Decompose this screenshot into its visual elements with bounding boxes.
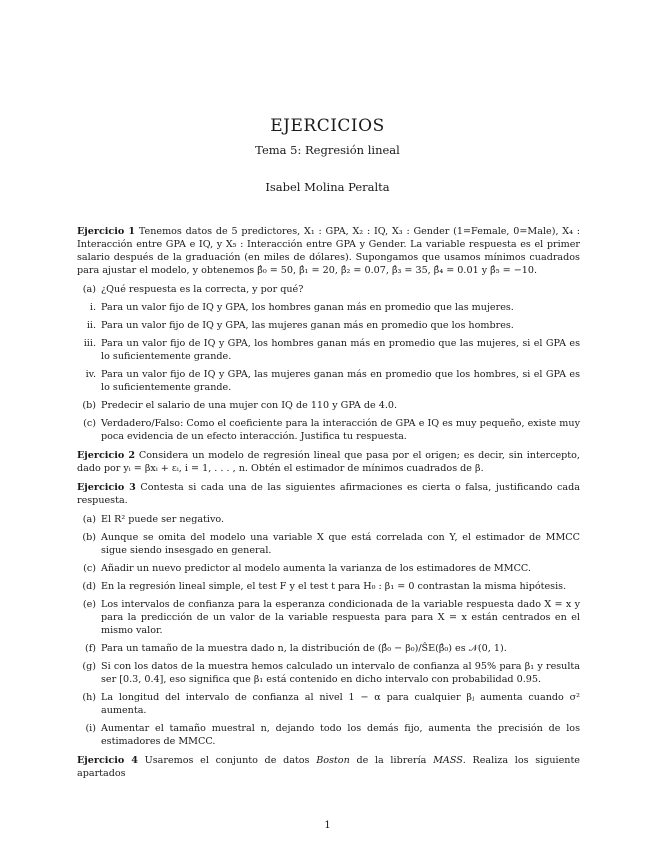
item-marker: (a) (82, 284, 96, 295)
exercise-1-label: Ejercicio 1 (77, 226, 136, 237)
item-marker: (c) (83, 563, 96, 574)
item-text: Aunque se omita del modelo una variable X que está correlada con Y, el estimador de MMCC sigue siendo insesgado en general. (101, 532, 580, 556)
item-text: Añadir un nuevo predictor al modelo aumenta la varianza de los estimadores de MMCC. (101, 563, 531, 574)
document-subtitle: Tema 5: Regresión lineal (255, 143, 400, 157)
document-author: Isabel Molina Peralta (265, 180, 390, 194)
list-item (77, 417, 580, 443)
item-text: Predecir el salario de una mujer con IQ de 110 y GPA de 4.0. (101, 400, 398, 411)
item-text: El R² puede ser negativo. (101, 514, 225, 525)
item-marker: (b) (82, 532, 96, 543)
item-text: ¿Qué respuesta es la correcta, y por qué? (101, 284, 304, 295)
exercise-3-text: Contesta si cada una de las siguientes afirmaciones es cierta o falsa, justificando cada respuesta. (77, 482, 580, 506)
exercise-4-text-before: Usaremos el conjunto de datos (144, 755, 310, 766)
list-item (77, 337, 580, 363)
exercise-4-statement (77, 754, 580, 780)
item-marker: (i) (85, 723, 96, 734)
exercise-1-text: Tenemos datos de 5 predictores, X₁ : GPA, X₂ : IQ, X₃ : Gender (1=Female, 0=Male), X₄ : Interacción entre GPA e IQ, y X₅ : Interacción entre GPA y Gender. La variable respuesta es el primer salario después de la graduación (en miles de dólares). Supongamos que usamos mínimos cuadrados para ajustar el modelo, y obtenemos β̂₀ = 50, β̂₁ = 20, β̂₂ = 0.07, β̂₃ = 35, β̂₄ = 0.01 y β̂₅ = −10. (77, 226, 580, 276)
item-text: Para un tamaño de la muestra dado n, la distribución de (β̂₀ − β₀)/ŜE(β̂₀) es 𝒩(0, 1). (101, 643, 507, 654)
list-item (77, 301, 580, 314)
exercise-2-statement (77, 449, 580, 475)
item-text: La longitud del intervalo de confianza al nivel 1 − α para cualquier βⱼ aumenta cuando σ² aumenta. (101, 692, 580, 716)
library-name: MASS (433, 755, 463, 766)
item-marker: iv. (85, 369, 96, 380)
item-text: Si con los datos de la muestra hemos calculado un intervalo de confianza al 95% para β₁ y resulta ser [0.3, 0.4], eso significa que β₁ está contenido en dicho intervalo con probabilidad 0.95. (101, 661, 580, 685)
item-text: Los intervalos de confianza para la esperanza condicionada de la variable respuesta dado X = x y para la predicción de un valor de la variable respuesta para para X = x están centrados en el mismo valor. (101, 599, 580, 636)
exercise-2-text: Considera un modelo de regresión lineal que pasa por el origen; es decir, sin intercepto, dado por yᵢ = βxᵢ + εᵢ, i = 1, . . . , n. Obtén el estimador de mínimos cuadrados de β. (77, 450, 580, 474)
item-text: En la regresión lineal simple, el test F y el test t para H₀ : β₁ = 0 contrastan la misma hipótesis. (101, 581, 567, 592)
exercise-4-label: Ejercicio 4 (77, 755, 138, 766)
list-item (77, 368, 580, 394)
list-item (77, 513, 580, 526)
list-item (77, 691, 580, 717)
item-marker: (e) (82, 599, 96, 610)
list-item (77, 598, 580, 637)
item-marker: (f) (84, 643, 96, 654)
document-body (77, 225, 580, 786)
list-item (77, 642, 580, 655)
item-marker: (b) (82, 400, 96, 411)
list-item (77, 580, 580, 593)
exercise-3-label: Ejercicio 3 (77, 482, 136, 493)
item-marker: i. (89, 302, 96, 313)
exercise-1-items (77, 283, 580, 443)
document-title: EJERCICIOS (270, 116, 385, 136)
exercise-4-text-after: . Realiza los siguiente apartados (77, 755, 580, 779)
item-marker: (a) (82, 514, 96, 525)
list-item (77, 531, 580, 557)
list-item (77, 722, 580, 748)
item-marker: iii. (83, 338, 96, 349)
item-text: Para un valor fijo de IQ y GPA, los hombres ganan más en promedio que las mujeres. (101, 302, 514, 313)
item-marker: ii. (86, 320, 96, 331)
item-marker: (g) (82, 661, 96, 672)
exercise-2-label: Ejercicio 2 (77, 450, 136, 461)
exercise-1-statement (77, 225, 580, 277)
item-marker: (h) (82, 692, 96, 703)
page-number: 1 (324, 820, 331, 831)
exercise-3-statement (77, 481, 580, 507)
exercise-4-text-mid: de la librería (356, 755, 427, 766)
list-item (77, 319, 580, 332)
dataset-name: Boston (316, 755, 350, 766)
item-text: Para un valor fijo de IQ y GPA, las mujeres ganan más en promedio que los hombres. (101, 320, 514, 331)
list-item (77, 283, 580, 296)
item-marker: (c) (83, 418, 96, 429)
list-item (77, 660, 580, 686)
item-text: Verdadero/Falso: Como el coeficiente para la interacción de GPA e IQ es muy pequeño, existe muy poca evidencia de un efecto interacción. Justifica tu respuesta. (101, 418, 580, 442)
list-item (77, 562, 580, 575)
item-marker: (d) (82, 581, 96, 592)
item-text: Para un valor fijo de IQ y GPA, los hombres ganan más en promedio que las mujeres, si el GPA es lo suficientemente grande. (101, 338, 580, 362)
exercise-3-items (77, 513, 580, 748)
item-text: Para un valor fijo de IQ y GPA, las mujeres ganan más en promedio que los hombres, si el GPA es lo suficientemente grande. (101, 369, 580, 393)
list-item (77, 399, 580, 412)
item-text: Aumentar el tamaño muestral n, dejando todo los demás fijo, aumenta the precisión de los estimadores de MMCC. (101, 723, 580, 747)
